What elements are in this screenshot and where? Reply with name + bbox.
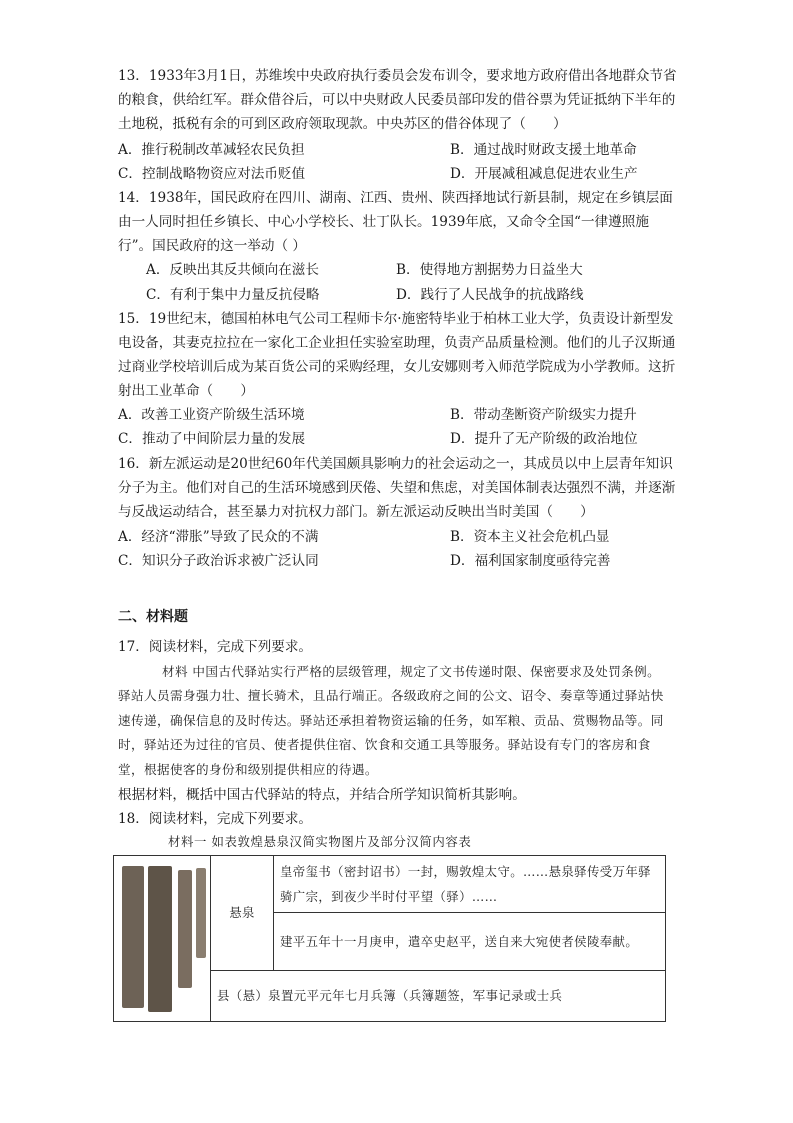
q13-option-d[interactable]: D．开展减租减息促进农业生产 xyxy=(450,166,638,182)
question-18-prompt: 18．阅读材料，完成下列要求。 xyxy=(118,811,313,827)
q16-option-d[interactable]: D．福利国家制度亟待完善 xyxy=(450,553,611,569)
q15-option-c[interactable]: C．推动了中间阶层力量的发展 xyxy=(118,431,306,447)
q16-option-c[interactable]: C．知识分子政治诉求被广泛认同 xyxy=(118,553,319,569)
q17-material-text: 材料 中国古代驿站实行严格的层级管理，规定了文书传递时限、保密要求及处罚条例。驿站人员需身强力壮、擅长骑术，且品行端正。各级政府之间的公文、诏令、奏章等通过驿站快速传递，确保信息的及时传达。驿站还承担着物资运输的任务，如军粮、贡品、赏赐物品等。同时，驿站还为过往的官员、使者提供住宿、饮食和交通工具等服务。驿站设有专门的客房和食堂，根据使客的身份和级别提供相应的待遇。 xyxy=(118,664,664,777)
place-cell: 悬泉 xyxy=(211,856,274,971)
bamboo-slip-image xyxy=(178,870,192,988)
bamboo-slips-table xyxy=(113,855,666,1022)
question-17-prompt: 17．阅读材料，完成下列要求。 xyxy=(118,639,313,655)
q14-option-d[interactable]: D．践行了人民战争的抗战路线 xyxy=(396,287,584,303)
q17-material xyxy=(118,660,668,782)
slip-content-row-3: 县（悬）泉置元平元年七月兵簿（兵簿题签，军事记录或士兵 xyxy=(211,970,666,1021)
q14-option-c[interactable]: C．有利于集中力量反抗侵略 xyxy=(146,287,320,303)
slip-content-row-1: 皇帝玺书（密封诏书）一封，赐敦煌太守。……悬泉驿传受万年驿骑广宗，到夜少半时付平望（驿）…… xyxy=(274,856,666,913)
q14-option-b[interactable]: B．使得地方割据势力日益坐大 xyxy=(396,262,583,278)
q15-option-d[interactable]: D．提升了无产阶级的政治地位 xyxy=(450,431,638,447)
question-13-stem: 13．1933年3月1日，苏维埃中央政府执行委员会发布训令，要求地方政府借出各地群众节省的粮食，供给红军。群众借谷后，可以中央财政人民委员部印发的借谷票为凭证抵纳下半年的土地税，抵税有余的可到区政府领取现款。中央苏区的借谷体现了（ ） xyxy=(118,68,677,132)
question-15-stem: 15．19世纪末，德国柏林电气公司工程师卡尔·施密特毕业于柏林工业大学，负责设计新型发电设备，其妻克拉拉在一家化工企业担任实验室助理，负责产品质量检测。他们的儿子汉斯通过商业学校培训后成为某百货公司的采购经理，女儿安娜则考入师范学院成为小学教师。这折射出工业革命（ ） xyxy=(118,311,676,399)
question-14-stem: 14．1938年，国民政府在四川、湖南、江西、贵州、陕西择地试行新县制，规定在乡镇层面由一人同时担任乡镇长、中心小学校长、壮丁队长。1939年底，又命令全国“一律遵照施行”。国民政府的这一举动（ ） xyxy=(118,190,673,254)
q15-option-b[interactable]: B．带动垄断资产阶级实力提升 xyxy=(450,407,637,423)
q14-option-a[interactable]: A．反映出其反共倾向在滋长 xyxy=(146,262,319,278)
bamboo-slip-image xyxy=(148,866,172,1012)
section-heading-material: 二、材料题 xyxy=(118,609,188,625)
q13-option-c[interactable]: C．控制战略物资应对法币贬值 xyxy=(118,166,306,182)
q13-option-b[interactable]: B．通过战时财政支援土地革命 xyxy=(450,142,637,158)
q16-option-a[interactable]: A．经济“滞胀”导致了民众的不满 xyxy=(118,529,319,545)
bamboo-slip-image xyxy=(122,866,144,1008)
slip-content-row-2: 建平五年十一月庚申，遣卒史赵平，送自来大宛使者侯陵奉献。 xyxy=(274,913,666,970)
q13-option-a[interactable]: A．推行税制改革减轻农民负担 xyxy=(118,142,305,158)
q16-option-b[interactable]: B．资本主义社会危机凸显 xyxy=(450,529,610,545)
bamboo-slips-photo xyxy=(114,856,211,1022)
q18-table-caption: 材料一 如表敦煌悬泉汉简实物图片及部分汉简内容表 xyxy=(168,834,472,849)
q15-option-a[interactable]: A．改善工业资产阶级生活环境 xyxy=(118,407,305,423)
bamboo-slip-image xyxy=(196,868,206,958)
question-16-stem: 16．新左派运动是20世纪60年代美国颇具影响力的社会运动之一，其成员以中上层青年知识分子为主。他们对自己的生活环境感到厌倦、失望和焦虑，对美国体制表达强烈不满，并逐渐与反战运动结合，甚至暴力对抗权力部门。新左派运动反映出当时美国（ ） xyxy=(118,456,676,520)
question-17-task: 根据材料，概括中国古代驿站的特点，并结合所学知识简析其影响。 xyxy=(118,787,526,803)
